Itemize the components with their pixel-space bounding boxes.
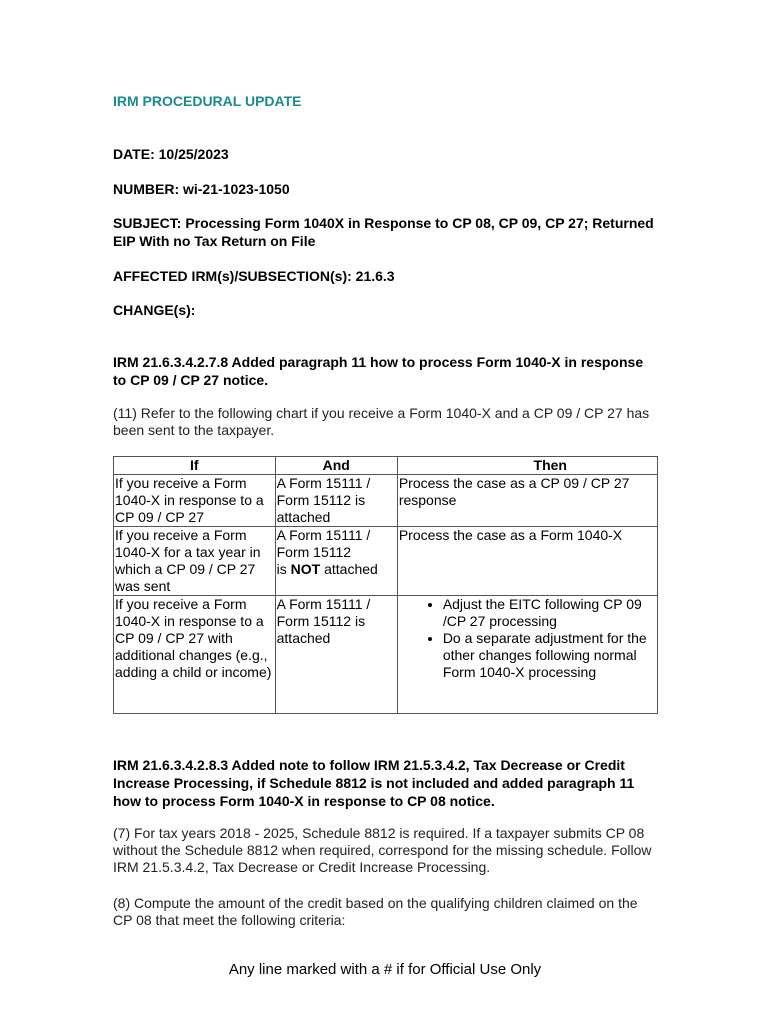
and-text-is: is [276,561,287,577]
chart-cell-if: If you receive a Form 1040-X for a tax year in which a CP 09 / CP 27 was sent [114,527,276,596]
subject-line: SUBJECT: Processing Form 1040X in Response to CP 08, CP 09, CP 27; Returned EIP With no Tax Return on File [113,215,654,249]
number-line: NUMBER: wi-21-1023-1050 [113,181,290,197]
decision-chart [113,456,658,714]
chart-cell-and: A Form 15111 / Form 15112 is attached [275,475,397,527]
section2-paragraph-8: (8) Compute the amount of the credit based on the qualifying children claimed on the CP 08 that meet the following criteria: [113,895,638,928]
list-item: • Adjust the EITC following CP 09 /CP 27 processing [443,596,656,630]
section1-paragraph: (11) Refer to the following chart if you receive a Form 1040-X and a CP 09 / CP 27 has been sent to the taxpayer. [113,405,650,438]
chart-cell-if: If you receive a Form 1040-X in response to a CP 09 / CP 27 with additional changes (e.g., adding a child or income) [114,596,276,714]
date-line: DATE: 10/25/2023 [113,146,229,162]
table-row [114,527,658,596]
chart-cell-then: Process the case as a Form 1040-X [397,527,657,596]
list-item: • Do a separate adjustment for the other changes following normal Form 1040-X processing [443,630,656,681]
and-text-pre: A Form 15111 / Form 15112 [276,527,371,560]
chart-cell-then: Process the case as a CP 09 / CP 27 response [397,475,657,527]
chart-cell-then [397,596,657,714]
chart-header-if: If [114,457,276,475]
table-row [114,596,658,714]
section2-paragraph-7: (7) For tax years 2018 - 2025, Schedule 8812 is required. If a taxpayer submits CP 08 without the Schedule 8812 when required, correspond for the missing schedule. Follow IRM 21.5.3.4.2, Tax Decrease or Credit Increase Processing. [113,825,652,875]
then-bullet-list [399,596,656,681]
chart-cell-and [275,527,397,596]
table-row [114,475,658,527]
and-text-post: attached [324,561,378,577]
affected-irm-line: AFFECTED IRM(s)/SUBSECTION(s): 21.6.3 [113,268,395,284]
chart-cell-and: A Form 15111 / Form 15112 is attached [275,596,397,714]
chart-header-and: And [275,457,397,475]
and-text-not: NOT [290,561,321,577]
document-title: IRM PROCEDURAL UPDATE [113,93,302,109]
chart-header-then: Then [397,457,657,475]
chart-header-row [114,457,658,475]
section1-heading: IRM 21.6.3.4.2.7.8 Added paragraph 11 how to process Form 1040-X in response to CP 09 / CP 27 notice. [113,354,644,388]
changes-label: CHANGE(s): [113,302,196,318]
section2-heading: IRM 21.6.3.4.2.8.3 Added note to follow IRM 21.5.3.4.2, Tax Decrease or Credit Increase Processing, if Schedule 8812 is not included and added paragraph 11 how to process Form 1040-X in response to CP 08 notice. [113,757,635,809]
chart-cell-if: If you receive a Form 1040-X in response to a CP 09 / CP 27 [114,475,276,527]
footer-note: Any line marked with a # if for Official Use Only [228,961,542,978]
